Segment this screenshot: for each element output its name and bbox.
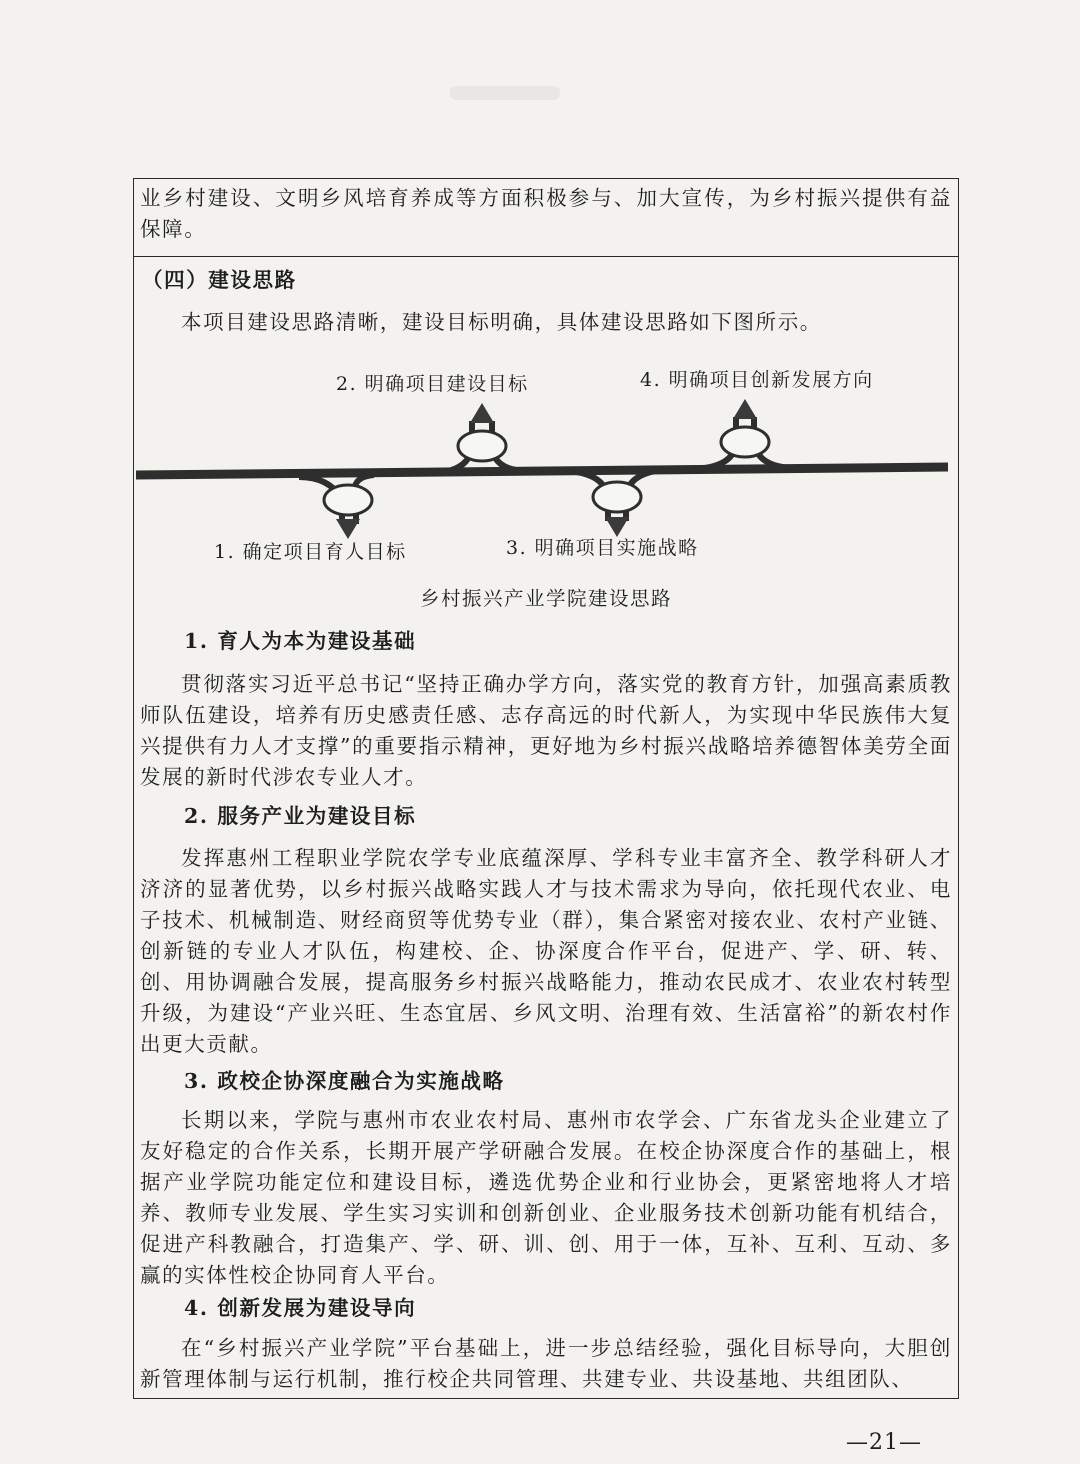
diagram-label-3: 3. 明确项目实施战略 (506, 537, 699, 559)
main-road (136, 467, 948, 475)
subsection-heading-2: 2. 服务产业为建设目标 (184, 804, 417, 828)
page-number: —21— (846, 1430, 922, 1455)
junction-1 (299, 475, 374, 539)
subsection-heading-1: 1. 育人为本为建设基础 (184, 629, 417, 653)
junction-4 (694, 399, 794, 469)
subsection-body-3: 长期以来，学院与惠州市农业农村局、惠州市农学会、广东省龙头企业建立了友好稳定的合作关系，长期开展产学研融合发展。在校企协深度合作的基础上，根据产业学院功能定位和建设目标，遴选优势企业和行业协会，更紧密地将人才培养、教师专业发展、学生实习实训和创新创业、企业服务技术创新功能有机结合，促进产科教融合，打造集产、学、研、训、创、用于一体，互补、互利、互动、多赢的实体性校企协同育人平台。 (140, 1108, 952, 1287)
section-heading: （四）建设思路 (142, 268, 297, 292)
subsection-heading-3: 3. 政校企协深度融合为实施战略 (184, 1069, 505, 1093)
intro-paragraph: 本项目建设思路清晰，建设目标明确，具体建设思路如下图所示。 (181, 310, 822, 334)
subsection-body-4: 在“乡村振兴产业学院”平台基础上，进一步总结经验，强化目标导向，大胆创新管理体制与运行机制，推行校企共同管理、共建专业、共设基地、共组团队、 (140, 1336, 952, 1391)
diagram-label-2: 2. 明确项目建设目标 (336, 373, 529, 395)
arrow-up-4 (733, 399, 757, 419)
table-divider (134, 256, 958, 257)
diagram-label-4: 4. 明确项目创新发展方向 (640, 369, 874, 391)
diagram-caption: 乡村振兴产业学院建设思路 (419, 587, 672, 610)
subsection-heading-4: 4. 创新发展为建设导向 (184, 1296, 417, 1320)
arrow-down-1 (336, 519, 360, 539)
scan-artifact (450, 86, 560, 100)
document-table (133, 178, 959, 1399)
construction-roadmap-diagram (134, 349, 960, 589)
junction-3 (566, 470, 664, 537)
junction-2 (434, 403, 529, 473)
diagram-label-1: 1. 确定项目育人目标 (214, 541, 407, 563)
subsection-body-1: 贯彻落实习近平总书记“坚持正确办学方向，落实党的教育方针，加强高素质教师队伍建设，培养有历史感责任感、志存高远的时代新人，为实现中华民族伟大复兴提供有力人才支撑”的重要指示精神，更好地为乡村振兴战略培养德智体美劳全面发展的新时代涉农专业人才。 (140, 672, 952, 789)
carryover-paragraph: 业乡村建设、文明乡风培育养成等方面积极参与、加大宣传，为乡村振兴提供有益保障。 (140, 186, 952, 241)
subsection-body-2: 发挥惠州工程职业学院农学专业底蕴深厚、学科专业丰富齐全、教学科研人才济济的显著优势，以乡村振兴战略实践人才与技术需求为导向，依托现代农业、电子技术、机械制造、财经商贸等优势专业（群），集合紧密对接农业、农村产业链、创新链的专业人才队伍，构建校、企、协深度合作平台，促进产、学、研、转、创、用协调融合发展，提高服务乡村振兴战略能力，推动农民成才、农业农村转型升级，为建设“产业兴旺、生态宜居、乡风文明、治理有效、生活富裕”的新农村作出更大贡献。 (140, 846, 952, 1056)
arrow-up-2 (470, 403, 494, 423)
